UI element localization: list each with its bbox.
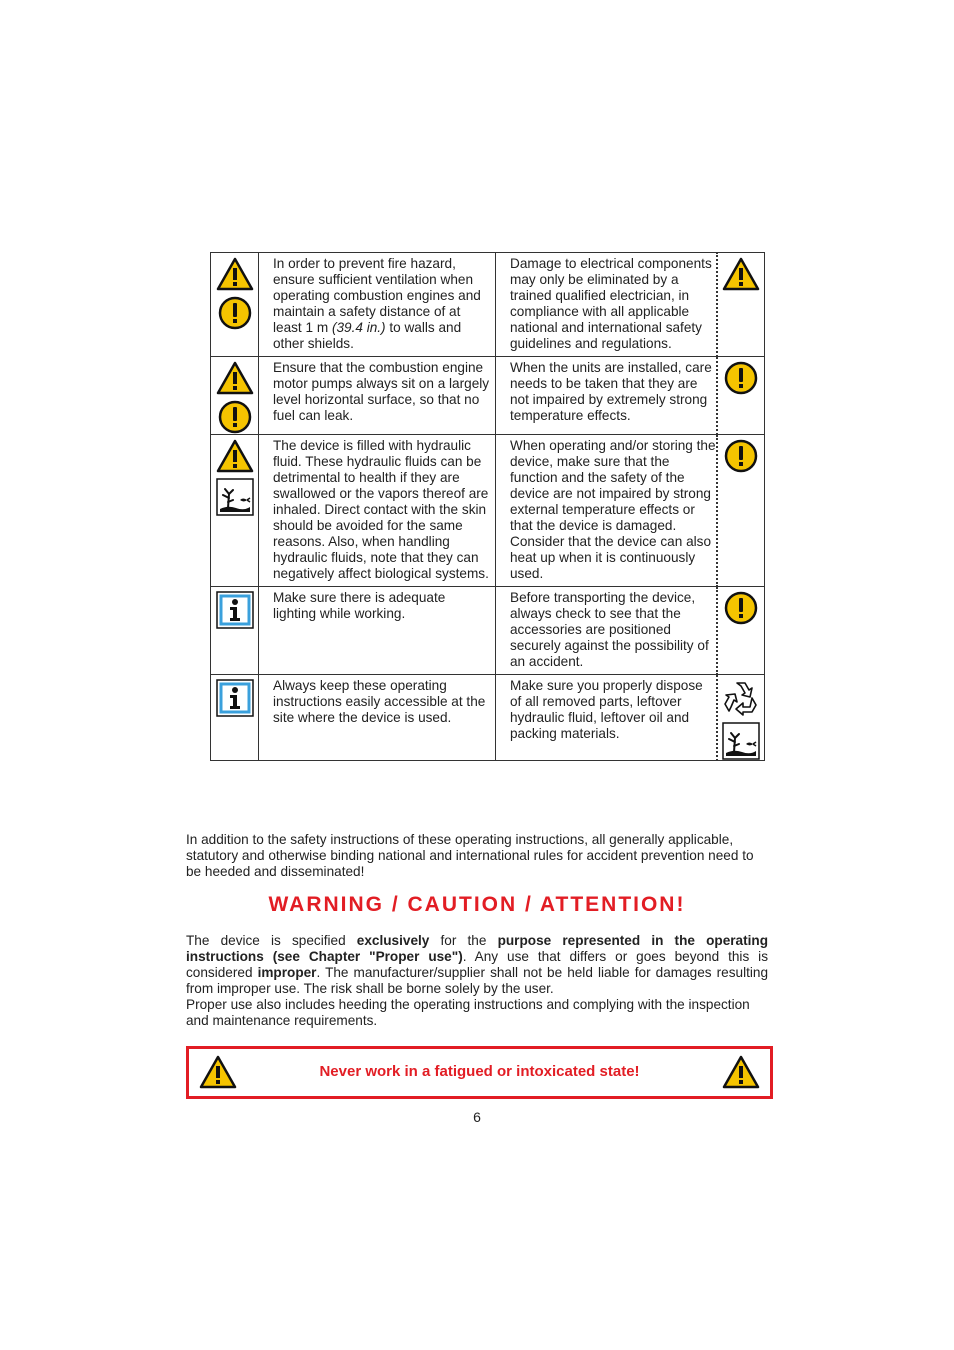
proper-use-note: Proper use also includes heeding the operating instructions and complying with the inspection and maintenance requirements. (186, 997, 750, 1028)
row-right-text: Damage to electrical components may only be eliminated by a trained qualified electrician, in compliance with all applicable national and international safety guidelines and regulations. (496, 253, 718, 357)
proper-use-paragraph: The device is specified exclusively for the purpose represented in the operating instructions (see Chapter "Proper use"). Any use that differs or goes beyond this is considered improper. The manufacturer/supplier shall not be held liable for damages resulting from improper use. The risk shall be borne solely by the user. (186, 933, 769, 996)
row-right-icons (717, 675, 765, 761)
row-left-text: Ensure that the combustion engine motor pumps always sit on a largely level horizontal surface, so that no fuel can leak. (259, 357, 496, 435)
warning-triangle-icon (722, 1055, 760, 1094)
exclamation-circle-icon (218, 296, 252, 330)
exclamation-circle-icon (724, 439, 758, 473)
exclamation-circle-icon (724, 591, 758, 625)
fatigue-alert-box (186, 1046, 773, 1099)
alert-text: Never work in a fatigued or intoxicated state! (319, 1063, 640, 1080)
row-left-icons (211, 357, 259, 435)
row-left-text: In order to prevent fire hazard, ensure sufficient ventilation when operating combustion engines and maintain a safety distance of at least 1 m (39.4 in.) to walls and other shields. (259, 253, 496, 357)
row-left-text: Always keep these operating instructions easily accessible at the site where the device is used. (259, 675, 496, 761)
environment-hazard-icon (216, 478, 254, 516)
row-right-icons (717, 435, 765, 587)
row-right-text: Before transporting the device, always check to see that the accessories are positioned securely against the possibility of an accident. (496, 587, 718, 675)
table-row (211, 253, 765, 357)
table-row (211, 675, 765, 761)
row-right-text: Make sure you properly dispose of all removed parts, leftover hydraulic fluid, leftover oil and packing materials. (496, 675, 718, 761)
row-left-icons (211, 253, 259, 357)
row-right-icons (717, 587, 765, 675)
row-left-icons (211, 435, 259, 587)
table-row (211, 587, 765, 675)
safety-instructions-table (210, 252, 765, 761)
row-left-icons (211, 675, 259, 761)
row-right-text: When operating and/or storing the device, make sure that the function and the safety of the device are not impaired by strong external temperature effects or that the device is damaged. Consider that the device can also heat up when it is continuously used. (496, 435, 718, 587)
row-right-icons (717, 357, 765, 435)
environment-hazard-icon (722, 722, 760, 760)
info-icon (216, 679, 254, 717)
exclamation-circle-icon (218, 400, 252, 434)
row-left-text: Make sure there is adequate lighting while working. (259, 587, 496, 675)
warning-triangle-icon (216, 439, 254, 473)
row-left-icons (211, 587, 259, 675)
row-right-text: When the units are installed, care needs to be taken that they are not impaired by extremely strong temperature effects. (496, 357, 718, 435)
warning-triangle-icon (216, 361, 254, 395)
row-right-icons (717, 253, 765, 357)
warning-heading: WARNING / CAUTION / ATTENTION! (268, 893, 686, 916)
table-row (211, 435, 765, 587)
page-number: 6 (473, 1109, 481, 1125)
recycle-icon (722, 679, 760, 717)
warning-triangle-icon (216, 257, 254, 291)
warning-triangle-icon (722, 257, 760, 291)
exclamation-circle-icon (724, 361, 758, 395)
table-row (211, 357, 765, 435)
general-safety-note: In addition to the safety instructions of these operating instructions, all generally applicable, statutory and otherwise binding national and international rules for accident prevention need to be heeded and disseminated! (186, 832, 754, 879)
info-icon (216, 591, 254, 629)
row-left-text: The device is filled with hydraulic fluid. These hydraulic fluids can be detrimental to health if they are swallowed or the vapors thereof are inhaled. Direct contact with the skin should be avoided for the same reasons. Also, when handling hydraulic fluids, note that they can negatively affect biological systems. (259, 435, 496, 587)
